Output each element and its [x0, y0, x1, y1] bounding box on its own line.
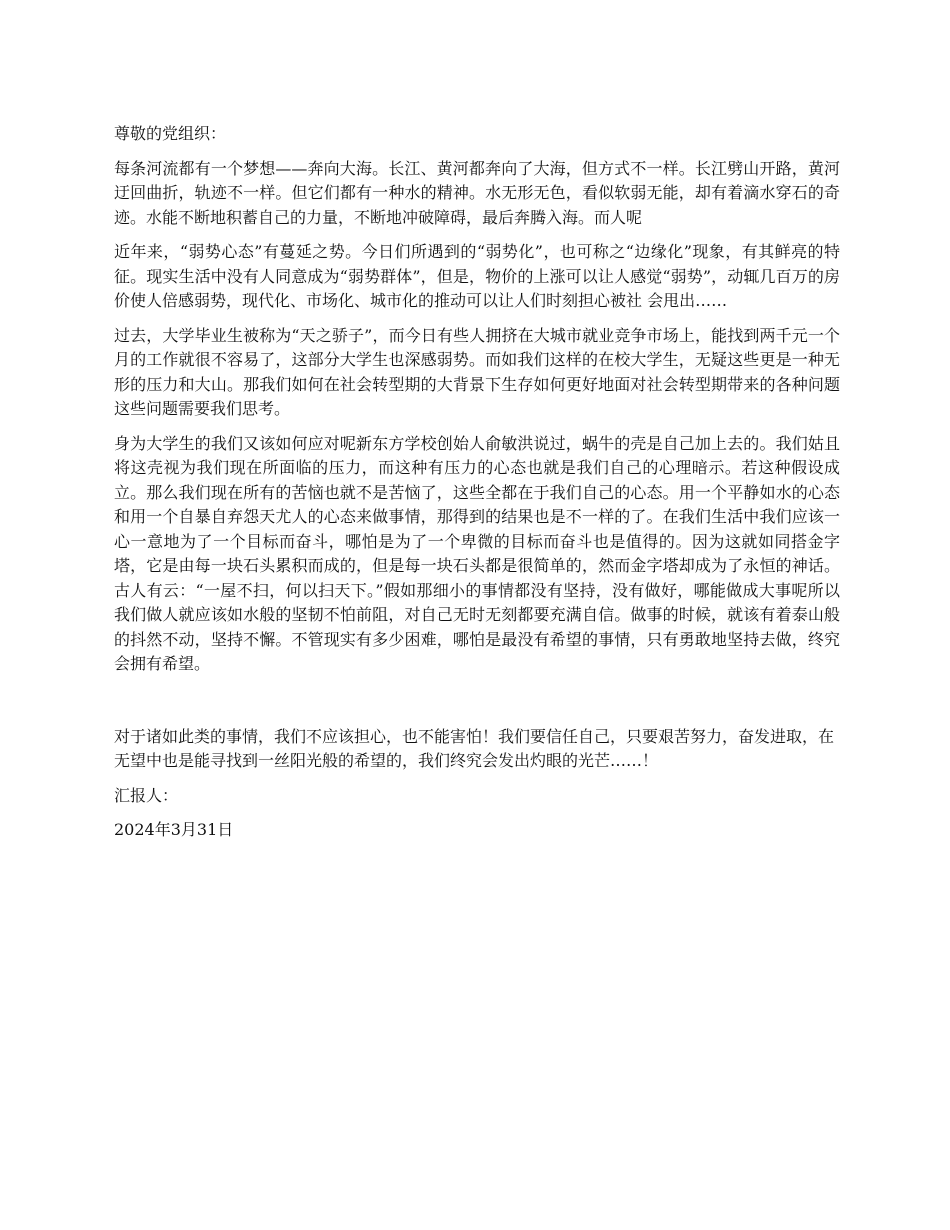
- document-page: [114, 122, 840, 843]
- salutation: 尊敬的党组织：: [114, 124, 227, 143]
- paragraph-students-response: 身为大学生的我们又该如何应对呢新东方学校创始人俞敏洪说过，蜗牛的壳是自己加上去的。我们姑且将这壳视为我们现在所面临的压力，而这种有压力的心态也就是我们自己的心理暗示。若这种假设成立。那么我们现在所有的苦恼也就不是苦恼了，这些全都在于我们自己的心态。用一个平静如水的心态和用一个自暴自弃怨天尤人的心态来做事情，那得到的结果也是不一样的了。在我们生活中我们应该一心一意地为了一个目标而奋斗，哪怕是为了一个卑微的目标而奋斗也是值得的。因为这就如同搭金字塔，它是由每一块石头累积而成的，但是每一块石头都是很简单的，然而金字塔却成为了永恒的神话。古人有云：“一屋不扫，何以扫天下。”假如那细小的事情都没有坚持，没有做好，哪能做成大事呢所以我们做人就应该如水般的坚韧不怕前阻，对自己无时无刻都要充满自信。做事的时候，就该有着泰山般的抖然不动，坚持不懈。不管现实有多少困难，哪怕是最没有希望的事情，只有勇敢地坚持去做，终究会拥有希望。: [114, 433, 840, 673]
- closing-paragraph: 对于诸如此类的事情，我们不应该担心，也不能害怕！我们要信任自己，只要艰苦努力，奋发进取，在无望中也是能寻找到一丝阳光般的希望的，我们终究会发出灼眼的光芒……！: [114, 726, 835, 770]
- paragraph-rivers: 每条河流都有一个梦想——奔向大海。长江、黄河都奔向了大海，但方式不一样。长江劈山开路，黄河迂回曲折，轨迹不一样。但它们都有一种水的精神。水无形无色，看似软弱无能，却有着滴水穿石的奇迹。水能不断地积蓄自己的力量，不断地冲破障碍，最后奔腾入海。而人呢: [114, 158, 840, 227]
- paragraph-graduates: 过去，大学毕业生被称为“天之骄子”，而今日有些人拥挤在大城市就业竞争市场上，能找到两千元一个月的工作就很不容易了，这部分大学生也深感弱势。而如我们这样的在校大学生，无疑这些更是一种无形的压力和大山。那我们如何在社会转型期的大背景下生存如何更好地面对社会转型期带来的各种问题这些问题需要我们思考。: [114, 325, 840, 418]
- report-date: 2024年3月31日: [114, 820, 234, 839]
- reporter-label: 汇报人：: [114, 785, 179, 805]
- paragraph-weak-mentality: 近年来，“弱势心态”有蔓延之势。今日们所遇到的“弱势化”，也可称之“边缘化”现象，有其鲜亮的特征。现实生活中没有人同意成为“弱势群体”，但是，物价的上涨可以让人感觉“弱势”，动辄几百万的房价使人倍感弱势，现代化、市场化、城市化的推动可以让人们时刻担心被社 会甩出……: [114, 242, 840, 310]
